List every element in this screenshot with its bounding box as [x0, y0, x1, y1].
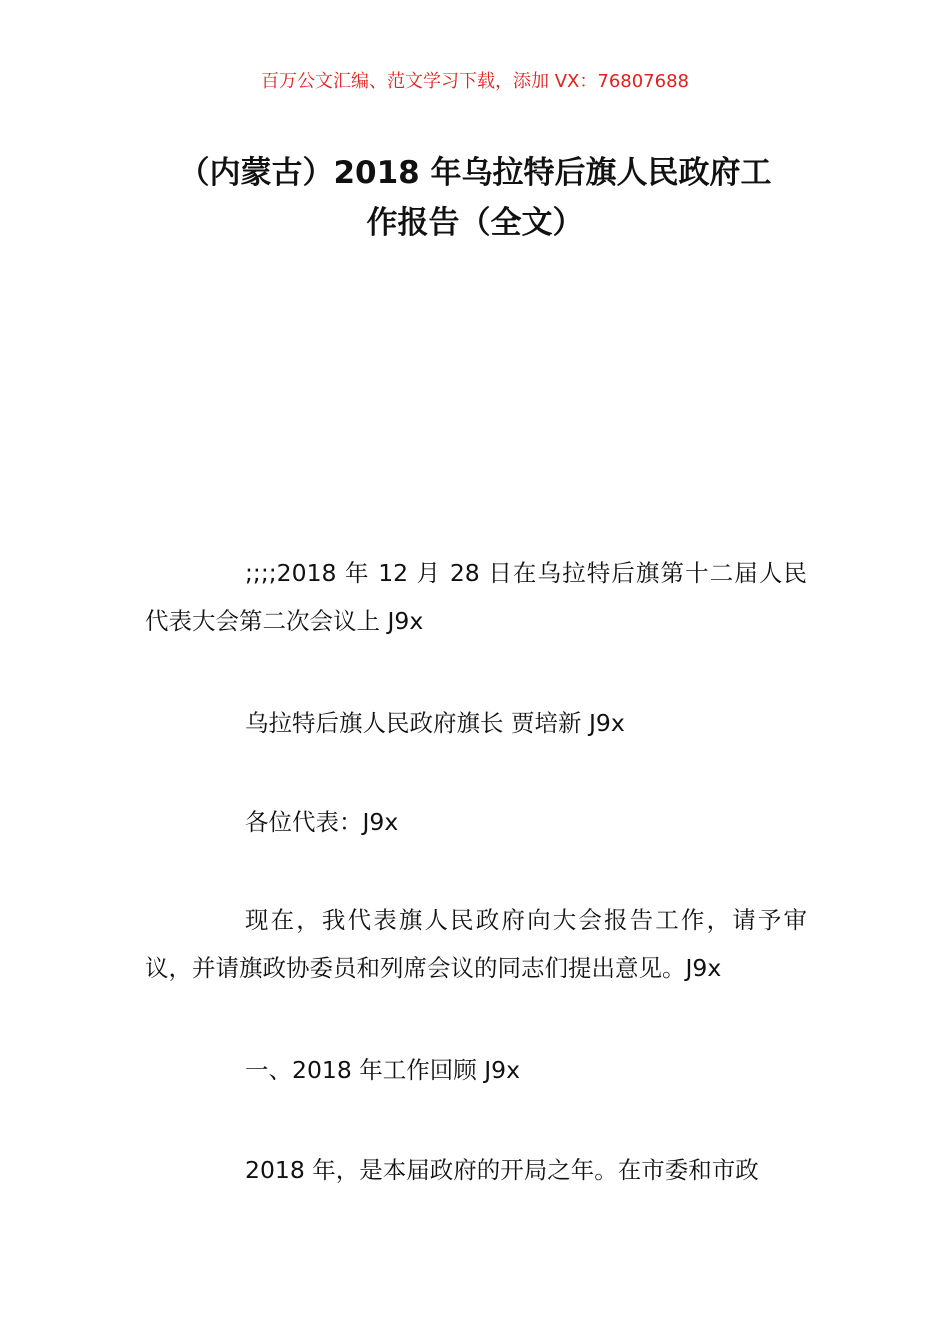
paragraph-salutation: 各位代表：J9x [245, 808, 399, 836]
paragraph-review-start: 2018 年，是本届政府的开局之年。在市委和市政 [245, 1156, 759, 1184]
watermark-header: 百万公文汇编、范文学习下载，添加 VX：76807688 [261, 71, 689, 92]
paragraph-meeting-info: ;;;;2018 年 12 月 28 日在乌拉特后旗第十二届人民代表大会第二次会议上 J9x [145, 559, 807, 635]
paragraph-speaker: 乌拉特后旗人民政府旗长 贾培新 J9x [245, 709, 625, 737]
section-heading-review: 一、2018 年工作回顾 J9x [245, 1056, 521, 1084]
paragraph-intro: 现在，我代表旗人民政府向大会报告工作，请予审议，并请旗政协委员和列席会议的同志们提出意见。J9x [145, 906, 807, 982]
title-line-2: 作报告（全文） [366, 205, 584, 241]
title-line-1: （内蒙古）2018 年乌拉特后旗人民政府工 [178, 155, 772, 191]
document-title [130, 148, 820, 248]
